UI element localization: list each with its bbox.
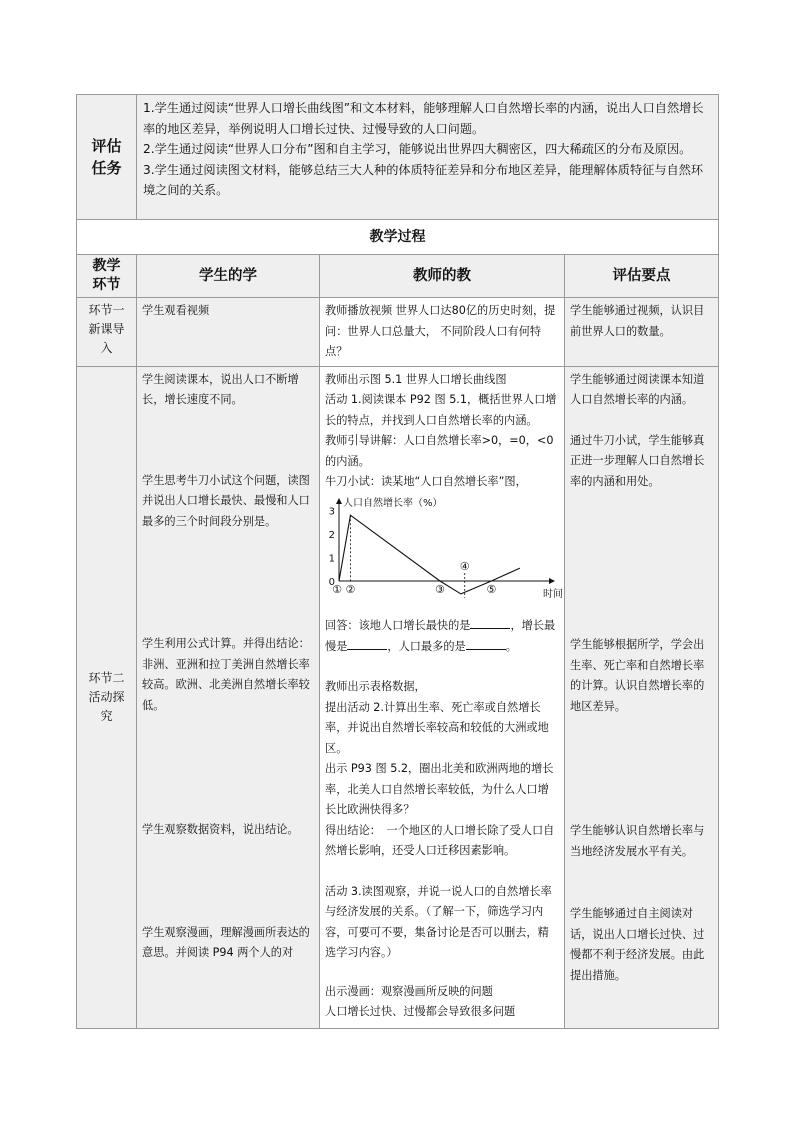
student-step-3: 学生利用公式计算。并得出结论：非洲、亚洲和拉丁美洲自然增长率较高。欧洲、北美洲自然增长率较低。 [142,637,310,712]
eval-point-4: 学生能够认识自然增长率与当地经济发展水平有关。 [570,824,705,858]
header-student: 学生的学 [137,255,320,298]
stage2-name: 环节二活动探究 [77,366,137,1028]
y-axis-label: 人口自然增长率（%） [343,497,443,509]
stage1-teacher: 教师播放视频 世界人口达80亿的历史时刻，提问：世界人口总量大， 不同阶段人口有何特点？ [320,298,565,367]
answer-blank-slowest[interactable] [347,637,387,650]
x-marker-label: ⑤ [486,582,497,596]
x-marker-label: ③ [435,582,445,596]
teacher-step-5: 教师出示表格数据， [325,680,426,693]
assessment-label: 评估 任务 [77,95,137,220]
assessment-item-1: 1.学生通过阅读“世界人口增长曲线图”和文本材料，能够理解人口自然增长率的内涵，说出人口自然增长率的地区差异，举例说明人口增长过快、过慢导致的人口问题。 [143,101,704,136]
growth-rate-chart [325,495,563,615]
eval-point-1: 学生能够通过阅读课本知道人口自然增长率的内涵。 [570,372,705,406]
teacher-step-1: 教师出示图 5.1 世界人口增长曲线图 [325,372,507,386]
x-marker-label: ④ [459,559,470,573]
student-step-5: 学生观察漫画，理解漫画所表达的意思。并阅读 P94 两个人的对 [142,925,310,959]
teacher-step-8: 得出结论： 一个地区的人口增长除了受人口自然增长影响，还受人口迁移因素影响。 [325,823,555,857]
y-tick-label: 1 [328,553,335,565]
lesson-plan-table [76,94,719,1029]
header-stage: 教学 环节 [77,255,137,298]
teacher-step-7: 出示 P93 图 5.2，圈出北美和欧洲两地的增长率，北美人口自然增长率较低，为什么人口增长比欧洲快得多？ [325,762,554,816]
stage1-student: 学生观看视频 [137,298,320,367]
student-step-1: 学生阅读课本，说出人口不断增长，增长速度不同。 [142,372,299,406]
stage1-eval: 学生能够通过视频，认识目前世界人口的数量。 [565,298,719,367]
stage2-student [137,366,320,1028]
x-axis-arrow [549,578,555,584]
answer-blank-most[interactable] [466,637,506,650]
x-axis-label: 时间 [543,588,563,600]
eval-point-5: 学生能够通过自主阅读对话，说出人口增长过快、过慢都不利于经济发展。由此提出措施。 [570,907,705,982]
process-title: 教学过程 [77,220,719,255]
teacher-step-11: 人口增长过快、过慢都会导致很多问题 [325,1005,516,1018]
lesson-plan-page [76,94,718,1029]
assessment-item-3: 3.学生通过阅读图文材料，能够总结三大人种的体质特征差异和分布地区差异，能理解体质特征与自然环境之间的关系。 [143,162,704,198]
y-axis-arrow [336,498,342,504]
teacher-step-9: 活动 3.读图观察，并说一说人口的自然增长率与经济发展的关系。（了解一下，筛选学习内容，可要可不要，集备讨论是否可以删去，精选学习内容。） [325,884,552,959]
student-step-4: 学生观察数据资料，说出结论。 [142,823,299,836]
stage1-name: 环节一新课导入 [77,298,137,367]
stage2-teacher [320,366,565,1028]
assessment-row [77,95,719,220]
header-eval: 评估要点 [565,255,719,298]
assessment-tasks [137,95,719,220]
stage2-row [77,366,719,1028]
teacher-step-10: 出示漫画：观察漫画所反映的问题 [325,984,493,998]
x-marker-label: ① [332,582,342,596]
assessment-item-2: 2.学生通过阅读“世界人口分布”图和自主学习，能够说出世界四大稠密区，四大稀疏区的分布及原因。 [143,142,692,157]
teacher-answer: 回答：该地人口增长最快的是 ，增长最慢是 ，人口最多的是 。 [325,616,559,657]
stage1-row [77,298,719,367]
teacher-step-6: 提出活动 2.计算出生率、死亡率或自然增长率，并说出自然增长率较高和较低的大洲或地区。 [325,700,549,755]
teacher-step-4: 牛刀小试：读某地“人口自然增长率”图， [325,475,527,488]
answer-blank-fastest[interactable] [470,616,510,629]
y-tick-label: 2 [328,529,335,541]
eval-point-3: 学生能够根据所学，学会出生率、死亡率和自然增长率的计算。认识自然增长率的地区差异。 [570,638,705,713]
teacher-step-2: 活动 1.阅读课本 P92 图 5.1，概括世界人口增长的特点，并找到人口自然增长率的内涵。 [325,393,557,427]
y-tick-label: 3 [328,506,335,518]
header-row [77,255,719,298]
process-title-row [77,220,719,255]
x-marker-label: ② [345,582,356,596]
stage2-eval [565,366,719,1028]
header-teacher: 教师的教 [320,255,565,298]
teacher-step-3: 教师引导讲解：人口自然增长率>0，=0，<0的内涵。 [325,434,554,468]
student-step-2: 学生思考牛刀小试这个问题，读图并说出人口增长最快、最慢和人口最多的三个时间段分别是。 [142,473,310,528]
y-tick-label: 0 [328,576,335,588]
eval-point-2: 通过牛刀小试，学生能够真正进一步理解人口自然增长率的内涵和用处。 [570,433,705,488]
growth-rate-chart-svg [325,495,563,607]
